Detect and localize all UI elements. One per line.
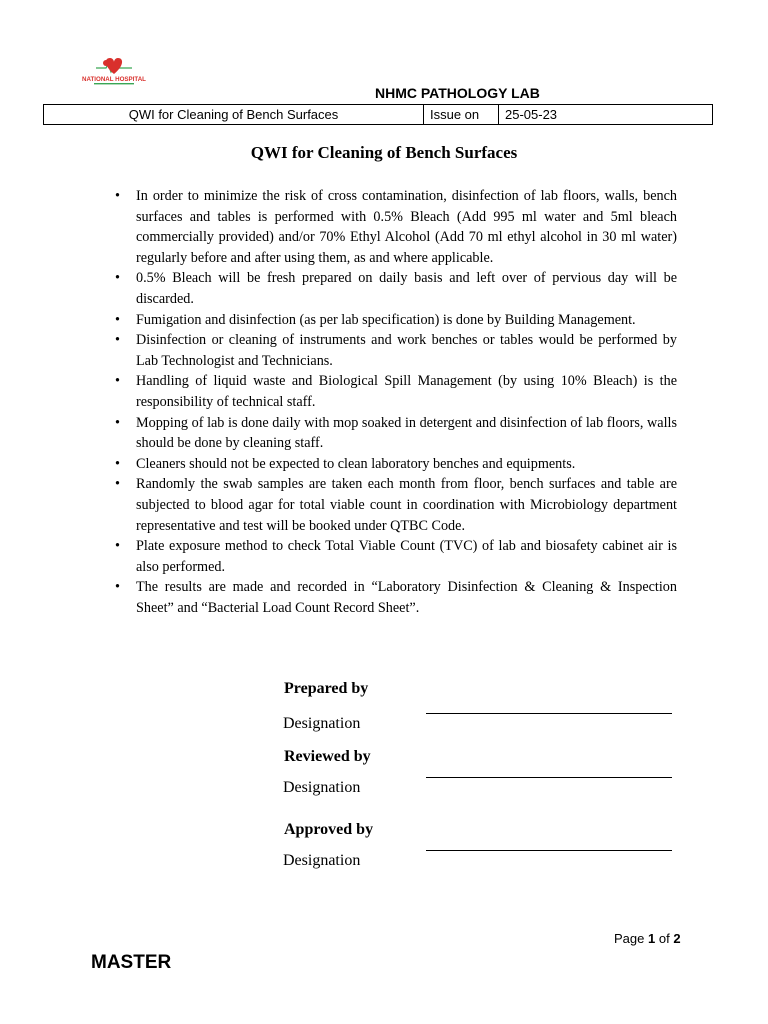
- reviewed-designation-label: Designation: [283, 779, 361, 796]
- document-title: QWI for Cleaning of Bench Surfaces: [250, 143, 518, 162]
- master-copy-stamp: MASTER: [91, 952, 172, 973]
- bullet-item: • Randomly the swab samples are taken each month from floor, bench surfaces and table are subjected to blood agar for total viable count in coordination with Microbiology department representative and test will be booked under QTBC Code.: [115, 474, 677, 536]
- page-current: 1: [648, 931, 656, 946]
- hospital-logo: [82, 54, 146, 88]
- prepared-signature-line: [426, 713, 672, 714]
- bullet-item: • Handling of liquid waste and Biological Spill Management (by using 10% Bleach) is the responsibility of technical staff.: [115, 371, 677, 412]
- reviewed-by-label: Reviewed by: [284, 748, 371, 765]
- prepared-by-label: Prepared by: [284, 680, 369, 697]
- page-number: [614, 931, 681, 946]
- bullet-item: • Cleaners should not be expected to clean laboratory benches and equipments.: [115, 454, 677, 475]
- procedure-bullet-list: [115, 186, 677, 618]
- prepared-designation-label: Designation: [283, 715, 361, 732]
- bullet-item: • The results are made and recorded in “Laboratory Disinfection & Cleaning & Inspection Sheet” and “Bacterial Load Count Record Sheet”.: [115, 577, 677, 618]
- bullet-item: • 0.5% Bleach will be fresh prepared on daily basis and left over of pervious day will be discarded.: [115, 268, 677, 309]
- bullet-item: • Fumigation and disinfection (as per lab specification) is done by Building Management.: [115, 310, 677, 331]
- document-name-cell: QWI for Cleaning of Bench Surfaces: [44, 105, 424, 125]
- approved-designation-label: Designation: [283, 852, 361, 869]
- approved-signature-line: [426, 850, 672, 851]
- issue-label-cell: Issue on: [424, 105, 499, 125]
- bullet-item: • Mopping of lab is done daily with mop soaked in detergent and disinfection of lab floors, walls should be done by cleaning staff.: [115, 413, 677, 454]
- bullet-item: • Disinfection or cleaning of instruments and work benches or tables would be performed by Lab Technologist and Technicians.: [115, 330, 677, 371]
- bullet-item: • In order to minimize the risk of cross contamination, disinfection of lab floors, walls, bench surfaces and tables is performed with 0.5% Bleach (Add 995 ml water and 5ml bleach commercially provided) and/or 70% Ethyl Alcohol (Add 70 ml ethyl alcohol in 30 ml water) regularly before and after using them, as and where applicable.: [115, 186, 677, 268]
- page-total: 2: [673, 931, 681, 946]
- document-header-table: [43, 104, 713, 125]
- reviewed-signature-line: [426, 777, 672, 778]
- lab-name: NHMC PATHOLOGY LAB: [375, 85, 540, 101]
- page-word: Page: [614, 931, 645, 946]
- bullet-item: • Plate exposure method to check Total Viable Count (TVC) of lab and biosafety cabinet air is also performed.: [115, 536, 677, 577]
- page-of-word: of: [658, 931, 670, 946]
- logo-text: NATIONAL HOSPITAL: [82, 76, 146, 83]
- approved-by-label: Approved by: [284, 821, 374, 838]
- issue-date-cell: 25-05-23: [499, 105, 713, 125]
